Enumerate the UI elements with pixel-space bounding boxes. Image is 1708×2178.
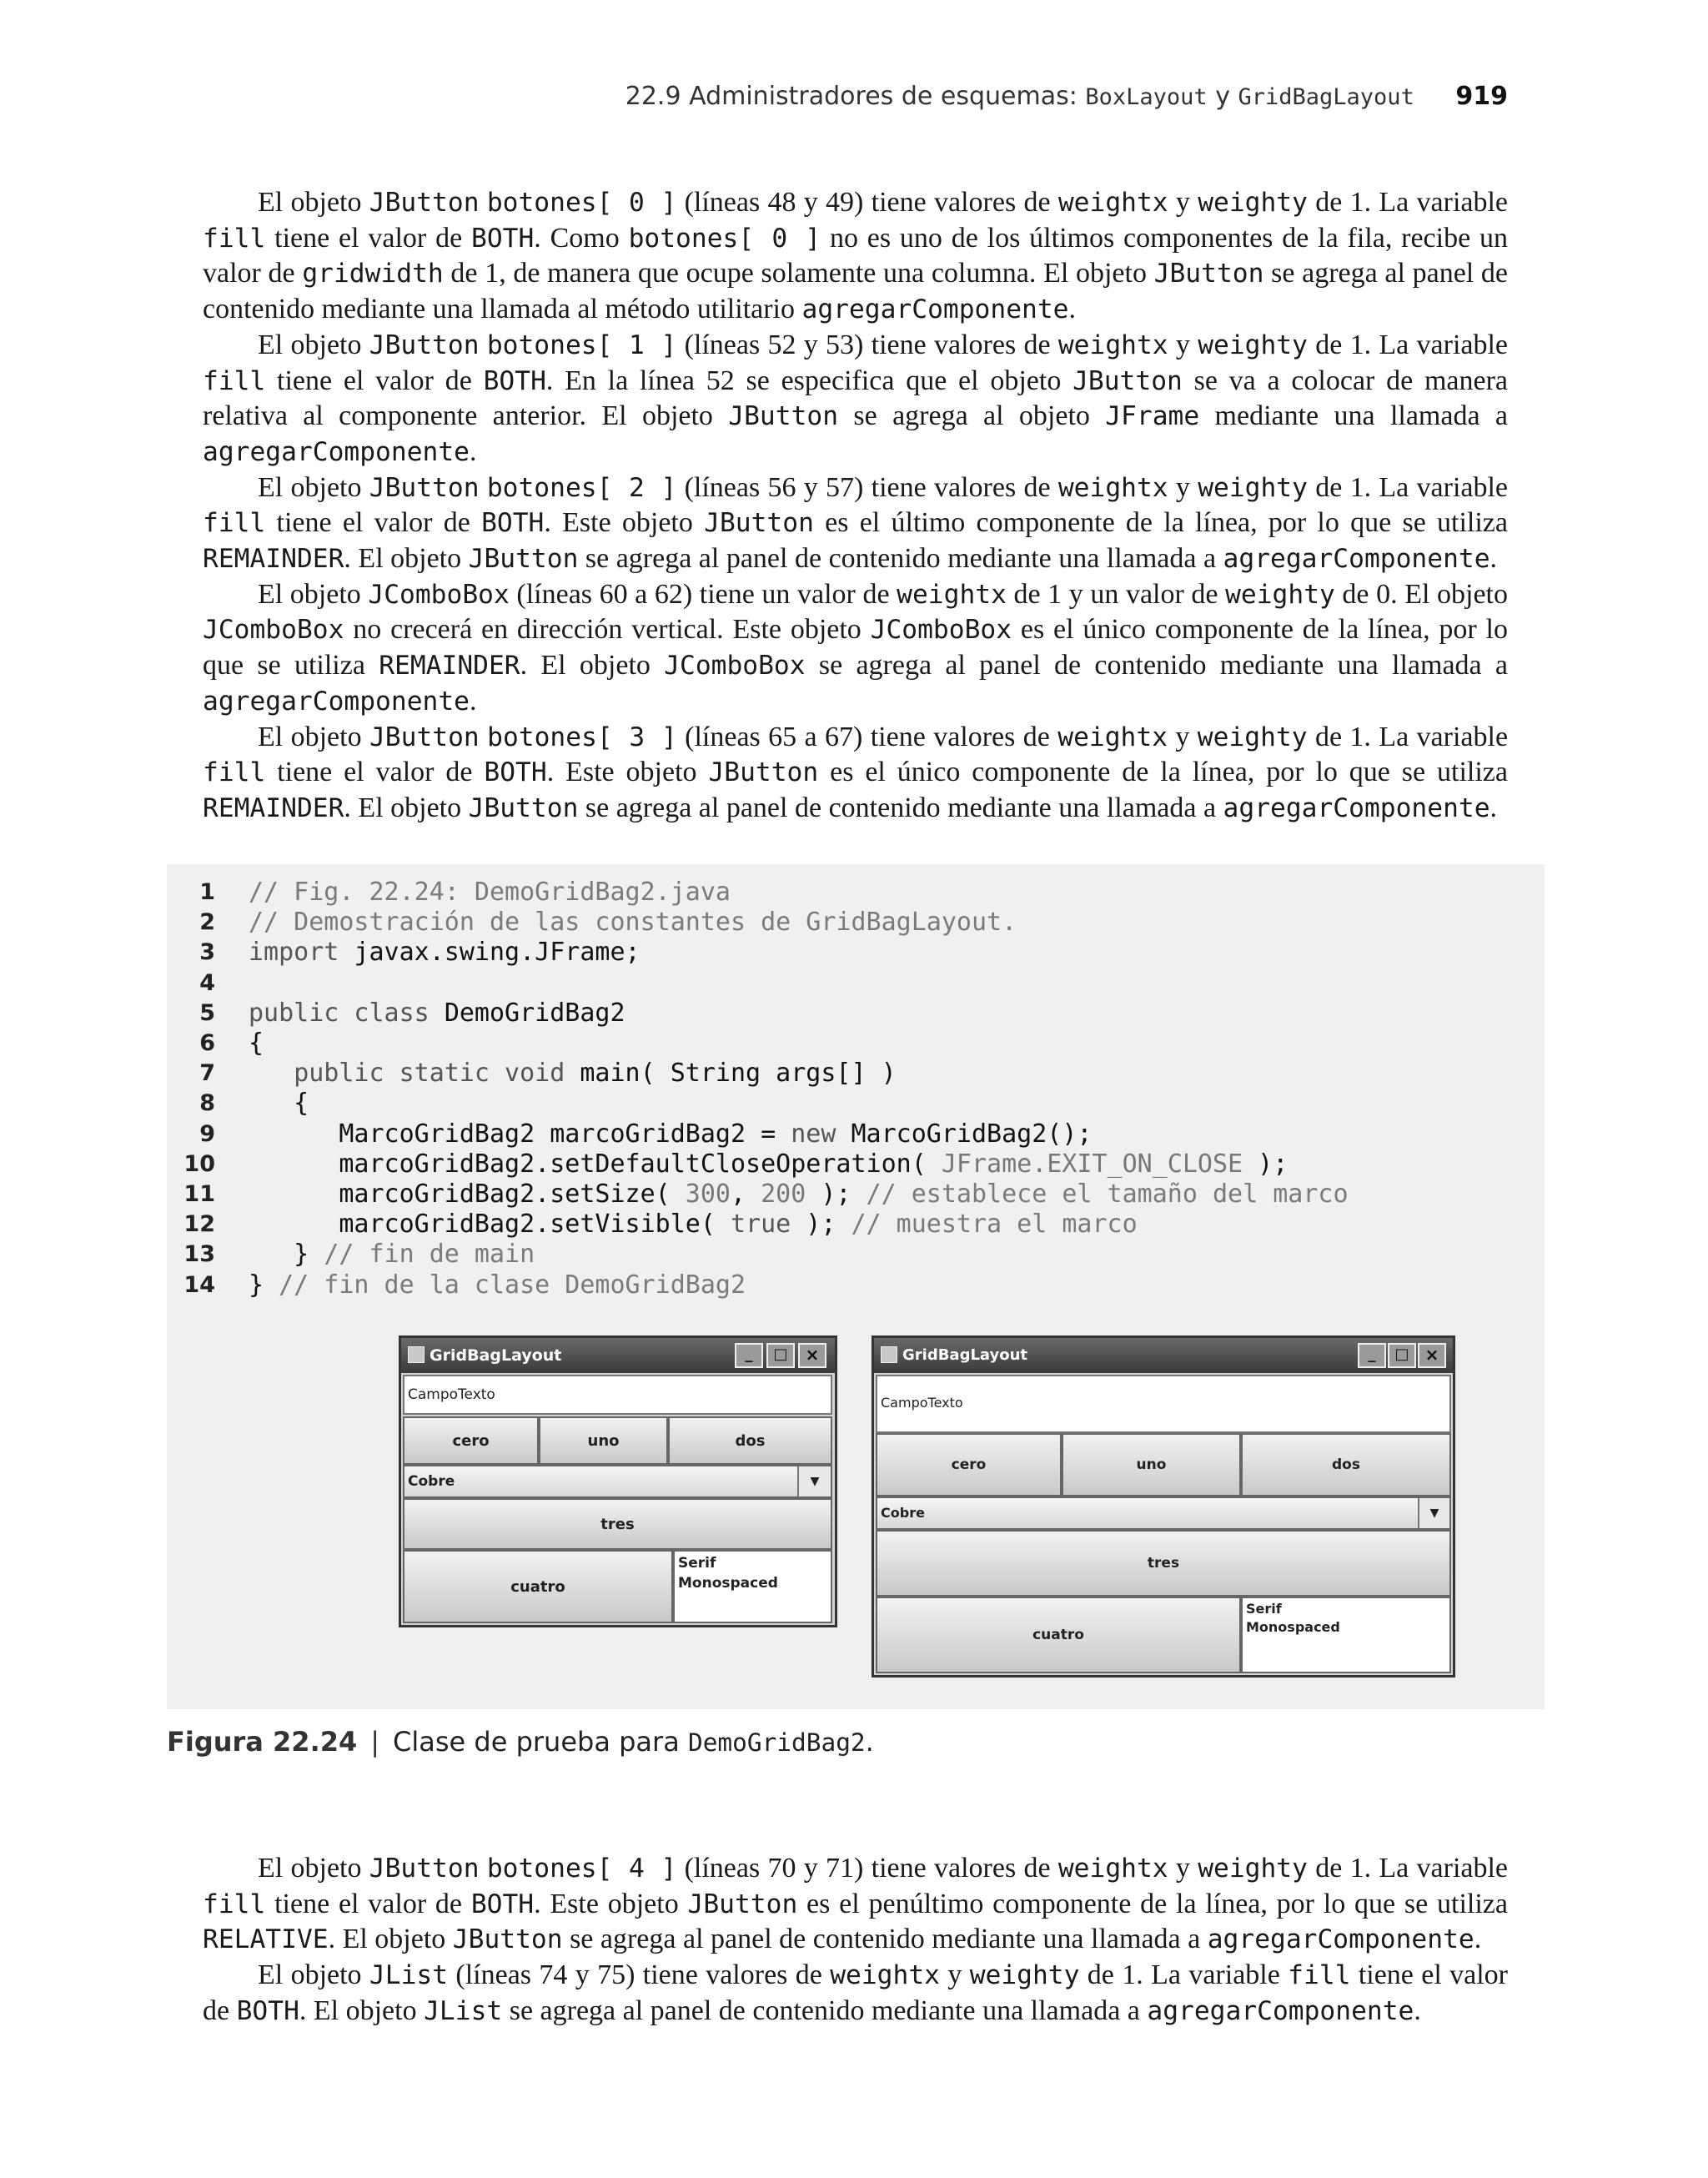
chevron-down-icon[interactable]: ▼ <box>797 1466 831 1496</box>
code-term: weightx <box>897 579 1007 610</box>
text-run: de 1, de manera que ocupe solamente una columna. El objeto <box>443 258 1154 289</box>
minimize-icon[interactable]: _ <box>1358 1343 1386 1368</box>
caption-text: Clase de prueba para <box>393 1726 688 1758</box>
code-term: JButton <box>369 472 480 503</box>
code-term: weighty <box>1198 1854 1308 1884</box>
code-token: // fin de main <box>324 1240 535 1270</box>
code-term: weighty <box>1198 188 1308 218</box>
code-text <box>249 1119 1092 1149</box>
code-text <box>249 938 640 968</box>
text-run: es el único componente de la línea, por lo que se utiliza <box>203 614 1508 682</box>
code-text <box>249 1180 1349 1210</box>
text-run: y <box>939 1959 970 1991</box>
code-term: weighty <box>1197 722 1308 752</box>
code-token: // establece el tamaño del marco <box>866 1180 1349 1210</box>
text-run: . El objeto <box>344 543 469 575</box>
uno-button[interactable]: uno <box>539 1416 668 1465</box>
text-run: tiene el valor de <box>265 757 485 788</box>
list-item[interactable]: Monospaced <box>1246 1619 1340 1635</box>
text-run: de 1. La variable <box>1307 1853 1509 1884</box>
list-item[interactable]: Serif <box>678 1555 716 1572</box>
caption-separator: | <box>370 1726 380 1758</box>
code-term: weightx <box>1057 722 1168 752</box>
code-term: JButton <box>369 722 480 752</box>
text-run: es el único componente de la línea, por lo que se utiliza <box>818 757 1508 788</box>
code-term: JButton <box>1073 365 1183 396</box>
code-line <box>167 1089 1349 1119</box>
code-term: JComboBox <box>368 579 510 610</box>
text-run: se agrega al panel de contenido mediante una llamada a <box>578 792 1223 823</box>
dos-button[interactable]: dos <box>668 1416 832 1465</box>
code-token: marcoGridBag2.setDefaultCloseOperation( <box>249 1149 942 1179</box>
tres-button[interactable]: tres <box>403 1498 832 1550</box>
window-title: GridBagLayout <box>430 1346 562 1365</box>
screenshot-window-small <box>399 1335 837 1627</box>
code-line <box>167 1270 1349 1300</box>
code-token: JFrame.EXIT_ON_CLOSE <box>941 1149 1243 1179</box>
code-term: JButton <box>708 757 819 788</box>
code-term: weightx <box>830 1960 940 1991</box>
metal-combo-box[interactable] <box>876 1496 1451 1530</box>
text-run: es el último componente de la línea, por lo que se utiliza <box>813 507 1508 539</box>
text-run: (líneas 52 y 53) tiene valores de <box>676 329 1058 360</box>
code-line <box>167 878 1349 908</box>
code-term: JButton <box>452 1924 563 1955</box>
text-field[interactable]: CampoTexto <box>876 1375 1451 1433</box>
code-token: javax.swing.JFrame; <box>354 938 640 968</box>
code-term: fill <box>203 757 266 788</box>
code-term: agregarComponente <box>801 294 1069 325</box>
java-app-icon <box>408 1346 424 1363</box>
text-run: tiene el valor de <box>265 365 484 396</box>
paragraph <box>203 470 1508 577</box>
text-run: tiene el valor de <box>203 1959 1509 2026</box>
code-text <box>249 1240 535 1270</box>
body-text-bottom <box>203 1851 1508 2030</box>
line-number: 10 <box>183 1150 215 1177</box>
text-run: . <box>1474 1924 1482 1955</box>
text-run: tiene el valor de <box>265 507 482 539</box>
running-header <box>0 82 1508 111</box>
cuatro-button[interactable]: cuatro <box>876 1597 1241 1673</box>
code-term: weightx <box>1057 472 1168 503</box>
code-listing <box>167 864 1545 1709</box>
code-token: // muestra el marco <box>851 1210 1138 1240</box>
line-number: 5 <box>199 999 215 1026</box>
figure-caption: Figura 22.24 | Clase de prueba para DemoGridBag2. <box>167 1726 874 1758</box>
paragraph <box>203 328 1508 470</box>
line-number: 9 <box>199 1120 215 1147</box>
code-term: fill <box>203 223 266 254</box>
code-term: gridwidth <box>302 259 444 289</box>
metal-combo-box[interactable] <box>403 1465 832 1498</box>
code-line <box>167 998 1349 1029</box>
code-term: BOTH <box>481 508 545 539</box>
code-line <box>167 1029 1349 1059</box>
text-run: y <box>1168 329 1198 360</box>
code-term: agregarComponente <box>203 436 470 467</box>
text-run: . <box>470 435 477 467</box>
text-run: y <box>1168 187 1198 218</box>
list-item[interactable]: Serif <box>1246 1601 1282 1617</box>
code-token: MarcoGridBag2(); <box>851 1119 1093 1149</box>
code-token: true <box>730 1210 791 1240</box>
line-number: 8 <box>199 1090 215 1117</box>
paragraph <box>203 720 1508 827</box>
code-term: JList <box>424 1995 503 2026</box>
text-run: (líneas 56 y 57) tiene valores de <box>676 471 1058 503</box>
code-term: weighty <box>1198 472 1308 503</box>
paragraph <box>203 185 1508 328</box>
text-run: (líneas 48 y 49) tiene valores de <box>676 187 1058 218</box>
code-term: RELATIVE <box>203 1924 329 1955</box>
code-term: BOTH <box>483 365 546 396</box>
text-run: de 1. La variable <box>1079 1959 1289 1991</box>
page-number: 919 <box>1455 82 1508 111</box>
text-run: . En la línea 52 se especifica que el objeto <box>545 365 1073 396</box>
code-line <box>167 968 1349 998</box>
close-icon[interactable]: × <box>798 1343 826 1368</box>
text-run: . El objeto <box>520 650 665 682</box>
code-line <box>167 1149 1349 1180</box>
text-run: mediante una llamada a <box>1199 400 1508 432</box>
text-run: de 1. La variable <box>1307 187 1509 218</box>
code-term: JList <box>369 1960 449 1991</box>
dos-button[interactable]: dos <box>1241 1433 1451 1496</box>
paragraph <box>203 1958 1508 2029</box>
code-token: public class <box>249 998 445 1028</box>
line-number: 13 <box>183 1241 215 1268</box>
code-token: } <box>249 1270 279 1300</box>
text-run: es el penúltimo componente de la línea, por lo que se utiliza <box>797 1888 1508 1919</box>
code-token: , <box>730 1180 761 1210</box>
code-term: agregarComponente <box>1223 792 1490 823</box>
text-field[interactable]: CampoTexto <box>403 1375 832 1415</box>
text-run: El objeto <box>258 1853 369 1884</box>
code-token: import <box>249 938 354 968</box>
text-run <box>480 187 487 218</box>
cero-button[interactable]: cero <box>876 1433 1062 1496</box>
code-term: JButton <box>728 401 839 432</box>
paragraph <box>203 577 1508 720</box>
text-run: y <box>1168 1853 1198 1884</box>
code-token: marcoGridBag2.setSize( <box>249 1180 686 1210</box>
text-run <box>480 472 487 503</box>
text-run: y <box>1168 721 1198 752</box>
code-term: agregarComponente <box>1147 1995 1414 2026</box>
text-run: se agrega al panel de contenido mediante una llamada a <box>578 543 1223 575</box>
code-term: JButton <box>468 544 579 575</box>
code-term: REMAINDER <box>379 651 520 682</box>
line-number: 11 <box>183 1181 215 1208</box>
code-token: marcoGridBag2.setVisible( <box>249 1210 731 1240</box>
text-run: de 1. La variable <box>1307 329 1509 360</box>
text-run: (líneas 74 y 75) tiene valores de <box>448 1959 831 1991</box>
cuatro-button[interactable]: cuatro <box>403 1550 673 1623</box>
code-text <box>249 1210 1138 1240</box>
text-run: de 0. El objeto <box>1334 578 1508 610</box>
code-term: JButton <box>369 1854 480 1884</box>
text-run: . Este objeto <box>534 1888 688 1919</box>
text-run: se va a colocar de manera relativa al componente anterior. El objeto <box>203 365 1508 432</box>
code-term: botones[ 0 ] <box>628 223 821 254</box>
code-term: agregarComponente <box>203 686 470 717</box>
code-line <box>167 1210 1349 1240</box>
code-text <box>249 908 1017 938</box>
code-term: JButton <box>369 188 480 218</box>
code-term: JButton <box>369 329 480 360</box>
text-run <box>480 329 487 360</box>
text-run: . <box>1068 294 1076 325</box>
line-number: 6 <box>199 1030 215 1057</box>
code-term: REMAINDER <box>203 792 344 823</box>
code-token: main( String args[] ) <box>580 1059 897 1089</box>
text-run: El objeto <box>258 471 369 503</box>
code-token: // Fig. 22.24: DemoGridBag2.java <box>249 878 731 907</box>
text-run: . <box>470 685 477 717</box>
code-token: DemoGridBag2 <box>444 998 625 1028</box>
code-line <box>167 1059 1349 1089</box>
code-term: JButton <box>468 792 579 823</box>
code-text <box>249 1089 309 1119</box>
java-app-icon <box>881 1346 897 1363</box>
combo-selected-value: Cobre <box>408 1473 455 1490</box>
text-run: . El objeto <box>328 1924 453 1955</box>
maximize-icon[interactable]: □ <box>766 1343 795 1368</box>
code-term: weightx <box>1057 1854 1168 1884</box>
code-term: botones[ 1 ] <box>486 329 677 360</box>
text-run: El objeto <box>258 578 369 610</box>
code-term: BOTH <box>236 1995 299 2026</box>
line-number: 12 <box>183 1211 215 1238</box>
code-line <box>167 908 1349 938</box>
text-run: . Este objeto <box>546 757 709 788</box>
list-item[interactable]: Monospaced <box>678 1575 778 1592</box>
code-line <box>167 938 1349 968</box>
code-text <box>249 998 625 1029</box>
text-run: de 1. La variable <box>1307 721 1509 752</box>
code-token: // fin de la clase DemoGridBag2 <box>279 1270 746 1300</box>
text-run: se agrega al panel de contenido mediante una llamada al método utilitario <box>203 258 1509 325</box>
code-term: weighty <box>1198 329 1308 360</box>
text-run <box>480 1853 487 1884</box>
code-term: weightx <box>1057 329 1168 360</box>
code-text <box>249 968 264 998</box>
close-icon[interactable]: × <box>1418 1343 1446 1368</box>
minimize-icon[interactable]: _ <box>735 1343 763 1368</box>
code-term: JButton <box>1153 259 1264 289</box>
code-text <box>249 1270 746 1300</box>
line-number: 7 <box>199 1060 215 1087</box>
maximize-icon[interactable]: □ <box>1388 1343 1416 1368</box>
code-term: botones[ 3 ] <box>487 722 677 752</box>
figure-label: Figura 22.24 <box>167 1726 358 1758</box>
code-token: 300 <box>685 1180 731 1210</box>
text-run: se agrega al panel de contenido mediante una llamada a <box>562 1924 1208 1955</box>
text-run: de 1 y un valor de <box>1006 578 1226 610</box>
combo-selected-value: Cobre <box>881 1505 925 1521</box>
code-token: { <box>249 1089 309 1119</box>
text-run: . <box>1414 1994 1421 2026</box>
code-term: REMAINDER <box>203 544 344 575</box>
text-run: (líneas 70 y 71) tiene valores de <box>676 1853 1058 1884</box>
code-line <box>167 1119 1349 1149</box>
text-run: . Como <box>534 222 629 254</box>
code-term: fill <box>203 365 266 396</box>
line-number: 1 <box>199 879 215 905</box>
tres-button[interactable]: tres <box>876 1530 1451 1597</box>
text-run: se agrega al panel de contenido mediante una llamada a <box>502 1994 1148 2026</box>
text-run: El objeto <box>258 187 369 218</box>
window-titlebar <box>874 1338 1453 1373</box>
uno-button[interactable]: uno <box>1062 1433 1241 1496</box>
code-term: fill <box>203 1889 266 1919</box>
code-token: new <box>791 1119 851 1149</box>
code-token: ); <box>791 1210 851 1240</box>
code-text <box>249 878 731 908</box>
line-number: 14 <box>183 1271 215 1298</box>
caption-class-name: DemoGridBag2 <box>687 1728 866 1757</box>
code-term: fill <box>203 508 266 539</box>
code-term: fill <box>1288 1960 1351 1991</box>
font-list[interactable] <box>1241 1597 1451 1673</box>
code-term: weighty <box>1225 579 1335 610</box>
code-text <box>249 1029 264 1059</box>
text-run: El objeto <box>258 721 369 752</box>
text-run: El objeto <box>258 329 369 360</box>
code-token: MarcoGridBag2 marcoGridBag2 = <box>249 1119 791 1149</box>
code-text <box>249 1149 1288 1180</box>
line-number: 3 <box>199 939 215 966</box>
code-term: weighty <box>969 1960 1080 1991</box>
line-number: 4 <box>199 969 215 996</box>
text-run: tiene el valor de <box>265 222 471 254</box>
text-run: El objeto <box>258 1959 369 1991</box>
text-run: . <box>1489 543 1498 575</box>
code-token: } <box>249 1240 324 1270</box>
code-term: JComboBox <box>203 615 344 646</box>
code-lines <box>167 878 1349 1300</box>
code-term: botones[ 2 ] <box>486 472 677 503</box>
chevron-down-icon[interactable]: ▼ <box>1418 1498 1449 1528</box>
code-term: BOTH <box>471 223 535 254</box>
code-term: BOTH <box>470 1889 535 1919</box>
text-run: no es uno de los últimos componentes de la fila, recibe un valor de <box>203 222 1509 289</box>
text-run: (líneas 65 a 67) tiene valores de <box>676 721 1058 752</box>
screenshot-window-large <box>872 1335 1455 1678</box>
text-run: (líneas 60 a 62) tiene un valor de <box>509 578 897 610</box>
code-token: ); <box>806 1180 867 1210</box>
text-run: . El objeto <box>344 792 469 823</box>
code-line <box>167 1180 1349 1210</box>
body-text-top <box>203 185 1508 827</box>
code-token: ); <box>1243 1149 1289 1179</box>
code-term: JComboBox <box>870 615 1012 646</box>
code-token: public static void <box>294 1059 580 1089</box>
code-term: agregarComponente <box>1223 544 1490 575</box>
code-token <box>249 1059 294 1088</box>
header-section-title: 22.9 Administradores de esquemas: BoxLayout y GridBagLayout <box>625 82 1414 111</box>
code-term: JFrame <box>1105 401 1200 432</box>
text-run: se agrega al panel de contenido mediante una llamada a <box>805 650 1508 682</box>
code-text <box>249 1059 897 1089</box>
text-run: tiene el valor de <box>265 1888 471 1919</box>
code-term: BOTH <box>484 757 547 788</box>
text-run: de 1. La variable <box>1307 471 1509 503</box>
text-run: y <box>1168 471 1198 503</box>
text-run: . <box>1489 792 1498 823</box>
code-token: 200 <box>761 1180 806 1210</box>
text-run: . El objeto <box>299 1994 424 2026</box>
text-run: se agrega al objeto <box>838 400 1106 432</box>
code-term: weightx <box>1057 188 1168 218</box>
window-title: GridBagLayout <box>902 1346 1028 1364</box>
code-token: { <box>249 1029 264 1059</box>
code-token: // Demostración de las constantes de GridBagLayout. <box>249 908 1017 938</box>
paragraph <box>203 1851 1508 1958</box>
code-term: JComboBox <box>664 651 806 682</box>
code-term: JButton <box>704 508 814 539</box>
line-number: 2 <box>199 909 215 936</box>
code-term: agregarComponente <box>1207 1924 1474 1955</box>
text-run: no crecerá en dirección vertical. Este objeto <box>344 614 871 646</box>
code-line <box>167 1240 1349 1270</box>
window-titlebar <box>401 1338 835 1373</box>
code-term: botones[ 0 ] <box>486 188 677 218</box>
code-term: botones[ 4 ] <box>486 1854 677 1884</box>
text-run <box>480 722 487 752</box>
font-list[interactable] <box>673 1550 832 1623</box>
code-term: JButton <box>687 1889 798 1919</box>
text-run: . Este objeto <box>544 507 705 539</box>
cero-button[interactable]: cero <box>403 1416 539 1465</box>
